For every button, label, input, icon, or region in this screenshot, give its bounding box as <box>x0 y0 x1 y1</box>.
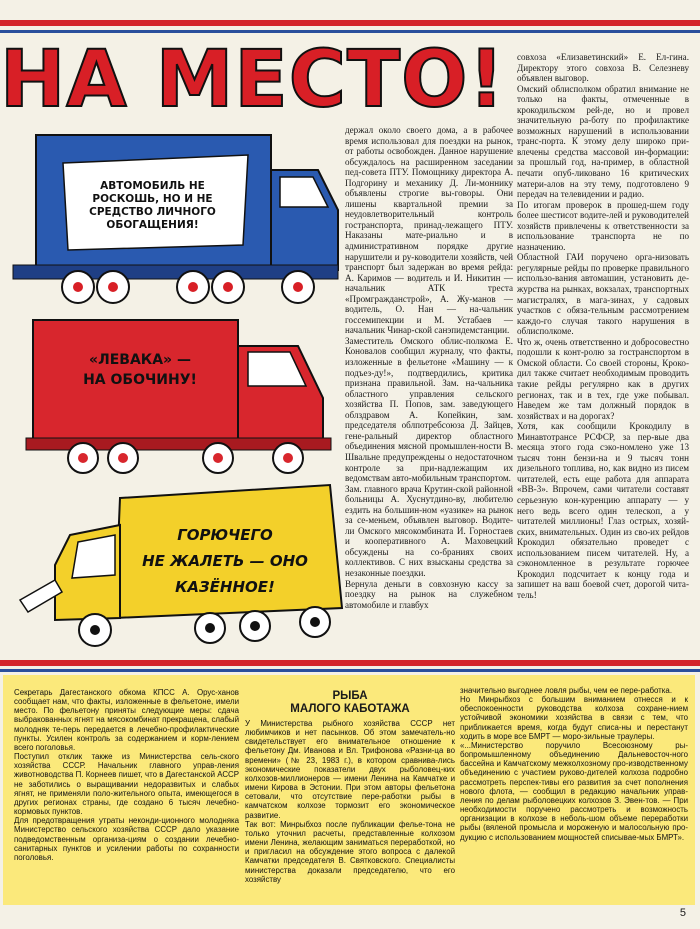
yellow-article-title: РЫБА МАЛОГО КАБОТАЖА <box>290 690 410 715</box>
blue-truck-sign: АВТОМОБИЛЬ НЕ РОСКОШЬ, НО И НЕ СРЕДСТВО ЛИЧНОГО ОБОГАЩЕНИЯ! <box>89 180 216 231</box>
red-truck-illustration <box>8 318 343 478</box>
page-number: 5 <box>679 907 686 919</box>
top-blue-stripe <box>0 30 700 33</box>
red-truck-sign: «ЛЕВАКА» — НА ОБОЧИНУ! <box>83 352 197 388</box>
top-red-stripe <box>0 20 700 26</box>
article-column-right: совхоза «Елизаветинский» Е. Ел-гина. Директору этого совхоза В. Селезневу объявлен выговор. Омский облисполком обратил внимание не только на факты, отмеченные в крокодильском рей-де, но и провел значительную ра-боту по профилактике возможных нарушений в использовании транс-порта. К этому делу широко при-влечены средства массовой ин-формации: за прошлый год, на-пример, в областной печати опуб-ликовано 16 критических матери-алов на эту тему, подготовлено 9 передач на телевидении и радио. По итогам проверок в прошед-шем году более шестисот водите-лей и руководителей хозяйств привлечены к ответственности за использование транспорта не по назначению. Областной ГАИ поручено орга-низовать регулярные рейды по проверке правильного использо-вания автомашин, установить де-журства на рынках, вокзалах, транспортных магистралях, в мага-зинах, у садовых участков с обяза-тельным рассмотрением каждо-го случая такого нарушения в облисполкоме. Что ж, очень ответственно и добросовестно подошли к конт-ролю за гостранспортом в Омской области. Со своей стороны, Кроко-дил также считает необходимым проводить такие рейды регулярно как в других регионах, так и в тех, где уже побывал. Наведем же там должный порядок в хозяйствах и на дорогах? Хотя, как сообщили Крокодилу в Минавтотрансе РСФСР, за пер-вые два месяца этого года сэко-номлено уже 13 тысяч тонн бензи-на и 9 тысяч тонн дизельного топлива, но, как видно из писем читателей, есть еще работа для аппарата «ВВ-3». Впрочем, сами читатели составят серьезную кон-куренцию аппарату — у него ведь всего один телескоп, а у читателей миллионы! Глаз острых, хозяй-ских, внимательных. Один из сво-их рейдов Крокодил обязательно проведет с использованием писем читателей. Ну, а сэкономленное в результате горючее Крокодил подсчитает к концу года и запишет на ваш боевой счет, дорогой чита-тель! <box>517 52 689 600</box>
yellow-column-middle: У Министерства рыбного хозяйства СССР нет любимчиков и нет пасынков. Об этом замечатель-но свидетельствует его внимательное отношение к фельетону Дм. Иванова и Вл. Трифонова «Разни-ца во времени» (№ 23, 1983 г.), в котором сравнива-лись экономические показатели двух рыболовец-ких колхозов-миллионеров — имени Ленина на Камчатке и имени Кирова в Эстонии. При этом авторы фельетона сетовали, что отсутствие пере-работки рыбы в камчатском колхозе тормозит его экономическое развитие. Так вот: Минрыбхоз после публикации фелье-тона не только уточнил расчеты, представленные колхозом имени Ленина, желающим заниматься переработкой, но и пригласил на обсуждение этого вопроса с далекой Камчатки председателя В. Святковского. Специалисты министерства доказали председателю, что его хозяйству <box>245 719 455 884</box>
yellow-column-right: значительно выгоднее ловля рыбы, чем ее пере-работка. Но Минрыбхоз с большим вниманием отнесся и к обеспокоенности руководства колхоза сохране-нием устойчивой экономики хозяйства в связи с тем, что приближается время, когда будут списа-ны и перестанут ходить в море все БМРТ — моро-зильные траулеры. «...Министерство поручило Всесоюзному ры-бопромышленному объединению Дальневосточ-ного бассейна и Камчатскому межколхозному про-изводственному объединению с участием руково-дителей колхоза подробно рассмотреть перспек-тивы его развития за счет пополнения нового флота, — сообщил в редакцию начальник управ-ления по делам рыболовецких колхозов З. Эвен-тов. — При необходимости поручено рассмотреть и возможность организации в колхозе в неболь-шом объеме переработки рыбы (вяленой промысла и мороженую и малосольную про-дукцию с использованием мощностей списывае-мых БМРТ». <box>460 686 688 842</box>
yellow-column-left: Секретарь Дагестанского обкома КПСС А. Орус-ханов сообщает нам, что факты, изложенные в фельетоне, имели место. По фельетону приняты следующие меры: сдача выбракованных ягнят на мясокомбинат прекращена, слабый молодняк те-перь передается в лечебно-профилактические пункты. Усилен контроль за содержанием и корм-лением всего поголовья. Поступил отклик также из Министерства сель-ского хозяйства СССР. Начальник главного управ-ления животноводства П. Корнеев пишет, что в Дагестанской АССР не заботились о выращивании недоразвитых и слабых ягнят, не применяли поло-жительного опыта, имеющегося в других регионах страны, где создано 6 тысяч лечебно-кормовых пунктов. Для предотвращения утраты неконди-ционного молодняка Министерство сельского хозяйства СССР дало указание подведомственным организа-циям о создании лечебно-санитарных пунктов и усилении работы по сохранности поголовья. <box>14 688 239 862</box>
article-column-middle: держал около своего дома, а в рабочее время использовал для поездки на рынок, от работы освобожден. Данное нарушение обсуждалось на расширенном заседании пед-совета ПТУ. Помощнику директора А. Подгорину и механику Д. Ли-монникy объявлены строгие вы-говоры. Они лишены квартальной премии за неудовлетворительный контроль гостранспорта, принад-лежащего ПТУ. Наказаны мате-риально и в административном порядке другие нарушители и ру-ководители хозяйств, чей транспорт был задержан во время рейда: А. Каримов — водитель и И. Никитин — начальник АТК треста «Промгражданстрой», А. Жу-манов — водитель, О. Нан — на-чальник госсемипекции и М. Устабаев — начальник Чинар-ской санэпидемстанции. Заместитель Омского облис-полкома Е. Коновалов сообщил журналу, что факты, изложенные в фельетоне «Машину — к подъез-ду!», подтвердились, критика признана правильной. Зам. на-чальника областного управления сельского хозяйства П. Попов, зам. заведующего облздравом А. Копейкин, зам. председателя облпотребсоюза Д. Зайцев, гене-ральный директор областного объединения мясной промышлен-ности В. Швальне предупреждены о недостаточном контроле за при-надлежащим их ведомствам авто-мобильным транспортом. Зам. главного врача Крутин-ской районной больницы А. Хуснутдино-ву, любителю ездить на большин-ном «уазике» на рынок за се-меньем, объявлен выговор. Водите-ли Омского мясокомбината И. Горностаев и кооперативного А. Маховецкий обсуждены на со-браниях своих коллективов. С них взысканы средства за незаконные поездки. Вернула деньги в совхозную кассу за поездку на рынок на служебном автомобиле и главбух <box>345 125 513 610</box>
yellow-truck-sign: ГОРЮЧЕГО НЕ ЖАЛЕТЬ — ОНО КАЗЁННОЕ! <box>142 526 308 596</box>
bottom-red-stripe <box>0 660 700 666</box>
page-headline: НА МЕСТО! <box>0 35 506 125</box>
bottom-blue-stripe <box>0 669 700 672</box>
